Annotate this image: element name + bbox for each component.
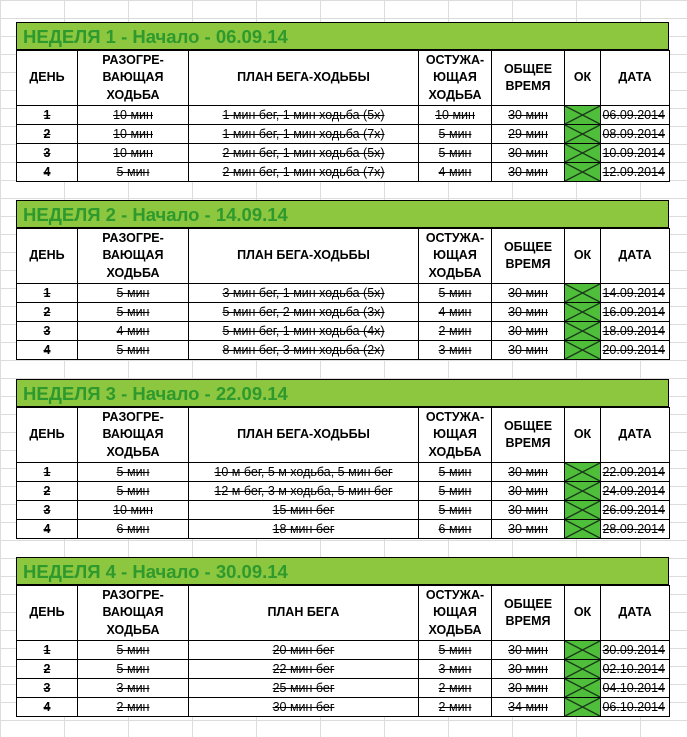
cell-cooldown[interactable]: 2 мин bbox=[419, 679, 492, 698]
cell-warmup[interactable]: 5 мин bbox=[78, 303, 189, 322]
cell-date[interactable]: 30.09.2014 bbox=[601, 641, 670, 660]
col-header-cooldown[interactable]: ОСТУЖА- ЮЩАЯ ХОДЬБА bbox=[419, 51, 492, 106]
cell-total[interactable]: 30 мин bbox=[492, 163, 565, 182]
cross-mark-icon bbox=[565, 125, 600, 143]
cell-warmup[interactable]: 6 мин bbox=[78, 520, 189, 539]
cross-mark-icon bbox=[565, 641, 600, 659]
table-row bbox=[17, 163, 670, 182]
cell-warmup[interactable]: 3 мин bbox=[78, 679, 189, 698]
week-table bbox=[16, 407, 670, 539]
week-title: НЕДЕЛЯ 4 - Начало - 30.09.14 bbox=[16, 557, 669, 585]
cell-plan[interactable]: 30 мин бег bbox=[189, 698, 419, 717]
cell-ok[interactable] bbox=[565, 125, 601, 144]
week-table bbox=[16, 228, 670, 360]
col-header-day[interactable]: ДЕНЬ bbox=[17, 229, 78, 284]
cell-cooldown[interactable]: 5 мин bbox=[419, 463, 492, 482]
col-header-date[interactable]: ДАТА bbox=[601, 408, 670, 463]
cell-ok[interactable] bbox=[565, 482, 601, 501]
table-row bbox=[17, 284, 670, 303]
cell-plan[interactable]: 2 мин бег, 1 мин ходьба (5х) bbox=[189, 144, 419, 163]
cell-day[interactable]: 1 bbox=[17, 463, 78, 482]
header-row bbox=[17, 408, 670, 463]
cell-date[interactable]: 18.09.2014 bbox=[601, 322, 670, 341]
cell-total[interactable]: 30 мин bbox=[492, 482, 565, 501]
cross-mark-icon bbox=[565, 660, 600, 678]
col-header-cooldown[interactable]: ОСТУЖА- ЮЩАЯ ХОДЬБА bbox=[419, 586, 492, 641]
cell-date[interactable]: 06.10.2014 bbox=[601, 698, 670, 717]
cell-cooldown[interactable]: 4 мин bbox=[419, 303, 492, 322]
cell-day[interactable]: 2 bbox=[17, 303, 78, 322]
week-title: НЕДЕЛЯ 2 - Начало - 14.09.14 bbox=[16, 200, 669, 228]
cell-total[interactable]: 30 мин bbox=[492, 341, 565, 360]
cell-ok[interactable] bbox=[565, 341, 601, 360]
table-row bbox=[17, 322, 670, 341]
cell-day[interactable]: 3 bbox=[17, 679, 78, 698]
cell-warmup[interactable]: 10 мин bbox=[78, 125, 189, 144]
cell-plan[interactable]: 5 мин бег, 1 мин ходьба (4х) bbox=[189, 322, 419, 341]
col-header-ok[interactable]: ОК bbox=[565, 586, 601, 641]
cell-total[interactable]: 30 мин bbox=[492, 679, 565, 698]
cell-total[interactable]: 30 мин bbox=[492, 303, 565, 322]
cell-date[interactable]: 22.09.2014 bbox=[601, 463, 670, 482]
week-table bbox=[16, 50, 670, 182]
cell-warmup[interactable]: 10 мин bbox=[78, 144, 189, 163]
cell-date[interactable]: 28.09.2014 bbox=[601, 520, 670, 539]
cell-date[interactable]: 16.09.2014 bbox=[601, 303, 670, 322]
cell-day[interactable]: 3 bbox=[17, 144, 78, 163]
table-row bbox=[17, 341, 670, 360]
cell-date[interactable]: 04.10.2014 bbox=[601, 679, 670, 698]
cell-total[interactable]: 29 мин bbox=[492, 125, 565, 144]
cell-date[interactable]: 12.09.2014 bbox=[601, 163, 670, 182]
cross-mark-icon bbox=[565, 501, 600, 519]
table-row bbox=[17, 482, 670, 501]
table-row bbox=[17, 660, 670, 679]
cell-cooldown[interactable]: 5 мин bbox=[419, 144, 492, 163]
col-header-total[interactable]: ОБЩЕЕ ВРЕМЯ bbox=[492, 408, 565, 463]
cell-plan[interactable]: 1 мин бег, 1 мин ходьба (7х) bbox=[189, 125, 419, 144]
cross-mark-icon bbox=[565, 482, 600, 500]
cell-date[interactable]: 24.09.2014 bbox=[601, 482, 670, 501]
cross-mark-icon bbox=[565, 163, 600, 181]
cell-cooldown[interactable]: 6 мин bbox=[419, 520, 492, 539]
cross-mark-icon bbox=[565, 284, 600, 302]
cell-plan[interactable]: 25 мин бег bbox=[189, 679, 419, 698]
table-row bbox=[17, 106, 670, 125]
col-header-warmup[interactable]: РАЗОГРЕ- ВАЮЩАЯ ХОДЬБА bbox=[78, 408, 189, 463]
cell-ok[interactable] bbox=[565, 144, 601, 163]
col-header-cooldown[interactable]: ОСТУЖА- ЮЩАЯ ХОДЬБА bbox=[419, 229, 492, 284]
cell-plan[interactable]: 18 мин бег bbox=[189, 520, 419, 539]
cell-plan[interactable]: 1 мин бег, 1 мин ходьба (5х) bbox=[189, 106, 419, 125]
cross-mark-icon bbox=[565, 341, 600, 359]
col-header-plan[interactable]: ПЛАН БЕГА bbox=[189, 586, 419, 641]
cell-plan[interactable]: 22 мин бег bbox=[189, 660, 419, 679]
cross-mark-icon bbox=[565, 144, 600, 162]
col-header-day[interactable]: ДЕНЬ bbox=[17, 51, 78, 106]
cell-date[interactable]: 06.09.2014 bbox=[601, 106, 670, 125]
cell-total[interactable]: 30 мин bbox=[492, 660, 565, 679]
cell-day[interactable]: 3 bbox=[17, 501, 78, 520]
cell-cooldown[interactable]: 2 мин bbox=[419, 698, 492, 717]
cell-date[interactable]: 14.09.2014 bbox=[601, 284, 670, 303]
cross-mark-icon bbox=[565, 463, 600, 481]
cell-warmup[interactable]: 5 мин bbox=[78, 641, 189, 660]
week-table bbox=[16, 585, 670, 717]
cell-total[interactable]: 30 мин bbox=[492, 520, 565, 539]
col-header-total[interactable]: ОБЩЕЕ ВРЕМЯ bbox=[492, 229, 565, 284]
cell-day[interactable]: 1 bbox=[17, 106, 78, 125]
cell-day[interactable]: 2 bbox=[17, 125, 78, 144]
cell-cooldown[interactable]: 10 мин bbox=[419, 106, 492, 125]
header-row bbox=[17, 586, 670, 641]
table-row bbox=[17, 125, 670, 144]
cell-warmup[interactable]: 10 мин bbox=[78, 106, 189, 125]
cell-day[interactable]: 2 bbox=[17, 482, 78, 501]
cell-plan[interactable]: 15 мин бег bbox=[189, 501, 419, 520]
table-row bbox=[17, 520, 670, 539]
cross-mark-icon bbox=[565, 520, 600, 538]
cell-day[interactable]: 4 bbox=[17, 520, 78, 539]
col-header-plan[interactable]: ПЛАН БЕГА-ХОДЬБЫ bbox=[189, 229, 419, 284]
cell-plan[interactable]: 2 мин бег, 1 мин ходьба (7х) bbox=[189, 163, 419, 182]
col-header-date[interactable]: ДАТА bbox=[601, 51, 670, 106]
table-row bbox=[17, 698, 670, 717]
cell-day[interactable]: 4 bbox=[17, 341, 78, 360]
table-row bbox=[17, 641, 670, 660]
cell-plan[interactable]: 12 м бег, 3 м ходьба, 5 мин бег bbox=[189, 482, 419, 501]
col-header-plan[interactable]: ПЛАН БЕГА-ХОДЬБЫ bbox=[189, 51, 419, 106]
cell-day[interactable]: 1 bbox=[17, 284, 78, 303]
cell-warmup[interactable]: 4 мин bbox=[78, 322, 189, 341]
cell-ok[interactable] bbox=[565, 322, 601, 341]
cell-date[interactable]: 26.09.2014 bbox=[601, 501, 670, 520]
cell-total[interactable]: 30 мин bbox=[492, 106, 565, 125]
col-header-date[interactable]: ДАТА bbox=[601, 229, 670, 284]
week-title: НЕДЕЛЯ 1 - Начало - 06.09.14 bbox=[16, 22, 669, 50]
cross-mark-icon bbox=[565, 322, 600, 340]
cell-total[interactable]: 30 мин bbox=[492, 144, 565, 163]
cell-total[interactable]: 30 мин bbox=[492, 284, 565, 303]
cell-day[interactable]: 3 bbox=[17, 322, 78, 341]
table-row bbox=[17, 303, 670, 322]
cell-plan[interactable]: 3 мин бег, 1 мин ходьба (5х) bbox=[189, 284, 419, 303]
cell-cooldown[interactable]: 5 мин bbox=[419, 482, 492, 501]
cell-warmup[interactable]: 10 мин bbox=[78, 501, 189, 520]
cell-ok[interactable] bbox=[565, 284, 601, 303]
cell-warmup[interactable]: 5 мин bbox=[78, 463, 189, 482]
table-row bbox=[17, 463, 670, 482]
cell-cooldown[interactable]: 5 мин bbox=[419, 641, 492, 660]
cell-day[interactable]: 2 bbox=[17, 660, 78, 679]
col-header-ok[interactable]: ОК bbox=[565, 51, 601, 106]
cell-cooldown[interactable]: 5 мин bbox=[419, 125, 492, 144]
cell-plan[interactable]: 20 мин бег bbox=[189, 641, 419, 660]
col-header-warmup[interactable]: РАЗОГРЕ- ВАЮЩАЯ ХОДЬБА bbox=[78, 51, 189, 106]
cell-ok[interactable] bbox=[565, 463, 601, 482]
cell-cooldown[interactable]: 5 мин bbox=[419, 501, 492, 520]
cell-day[interactable]: 4 bbox=[17, 163, 78, 182]
cell-ok[interactable] bbox=[565, 303, 601, 322]
col-header-cooldown[interactable]: ОСТУЖА- ЮЩАЯ ХОДЬБА bbox=[419, 408, 492, 463]
header-row bbox=[17, 51, 670, 106]
cell-cooldown[interactable]: 5 мин bbox=[419, 284, 492, 303]
table-row bbox=[17, 501, 670, 520]
cell-ok[interactable] bbox=[565, 660, 601, 679]
col-header-day[interactable]: ДЕНЬ bbox=[17, 586, 78, 641]
col-header-day[interactable]: ДЕНЬ bbox=[17, 408, 78, 463]
cross-mark-icon bbox=[565, 303, 600, 321]
cell-date[interactable]: 08.09.2014 bbox=[601, 125, 670, 144]
cell-total[interactable]: 30 мин bbox=[492, 501, 565, 520]
cell-warmup[interactable]: 5 мин bbox=[78, 341, 189, 360]
table-row bbox=[17, 144, 670, 163]
cell-date[interactable]: 10.09.2014 bbox=[601, 144, 670, 163]
cell-warmup[interactable]: 5 мин bbox=[78, 660, 189, 679]
cell-cooldown[interactable]: 4 мин bbox=[419, 163, 492, 182]
cell-plan[interactable]: 8 мин бег, 3 мин ходьба (2х) bbox=[189, 341, 419, 360]
cell-ok[interactable] bbox=[565, 641, 601, 660]
cell-cooldown[interactable]: 3 мин bbox=[419, 660, 492, 679]
col-header-plan[interactable]: ПЛАН БЕГА-ХОДЬБЫ bbox=[189, 408, 419, 463]
col-header-ok[interactable]: ОК bbox=[565, 229, 601, 284]
col-header-total[interactable]: ОБЩЕЕ ВРЕМЯ bbox=[492, 51, 565, 106]
cross-mark-icon bbox=[565, 106, 600, 124]
col-header-warmup[interactable]: РАЗОГРЕ- ВАЮЩАЯ ХОДЬБА bbox=[78, 586, 189, 641]
cell-total[interactable]: 30 мин bbox=[492, 641, 565, 660]
cell-ok[interactable] bbox=[565, 106, 601, 125]
cross-mark-icon bbox=[565, 679, 600, 697]
cell-warmup[interactable]: 5 мин bbox=[78, 163, 189, 182]
cell-cooldown[interactable]: 2 мин bbox=[419, 322, 492, 341]
cell-total[interactable]: 30 мин bbox=[492, 322, 565, 341]
cell-day[interactable]: 4 bbox=[17, 698, 78, 717]
cell-warmup[interactable]: 5 мин bbox=[78, 482, 189, 501]
cell-plan[interactable]: 5 мин бег, 2 мин ходьба (3х) bbox=[189, 303, 419, 322]
cell-warmup[interactable]: 5 мин bbox=[78, 284, 189, 303]
cell-ok[interactable] bbox=[565, 163, 601, 182]
col-header-warmup[interactable]: РАЗОГРЕ- ВАЮЩАЯ ХОДЬБА bbox=[78, 229, 189, 284]
col-header-total[interactable]: ОБЩЕЕ ВРЕМЯ bbox=[492, 586, 565, 641]
cell-date[interactable]: 20.09.2014 bbox=[601, 341, 670, 360]
cell-date[interactable]: 02.10.2014 bbox=[601, 660, 670, 679]
header-row bbox=[17, 229, 670, 284]
table-row bbox=[17, 679, 670, 698]
cell-ok[interactable] bbox=[565, 698, 601, 717]
cell-warmup[interactable]: 2 мин bbox=[78, 698, 189, 717]
cell-plan[interactable]: 10 м бег, 5 м ходьба, 5 мин бег bbox=[189, 463, 419, 482]
col-header-ok[interactable]: ОК bbox=[565, 408, 601, 463]
cell-ok[interactable] bbox=[565, 520, 601, 539]
cell-total[interactable]: 34 мин bbox=[492, 698, 565, 717]
week-title: НЕДЕЛЯ 3 - Начало - 22.09.14 bbox=[16, 379, 669, 407]
cell-day[interactable]: 1 bbox=[17, 641, 78, 660]
cell-ok[interactable] bbox=[565, 501, 601, 520]
col-header-date[interactable]: ДАТА bbox=[601, 586, 670, 641]
cell-cooldown[interactable]: 3 мин bbox=[419, 341, 492, 360]
cell-ok[interactable] bbox=[565, 679, 601, 698]
cell-total[interactable]: 30 мин bbox=[492, 463, 565, 482]
cross-mark-icon bbox=[565, 698, 600, 716]
